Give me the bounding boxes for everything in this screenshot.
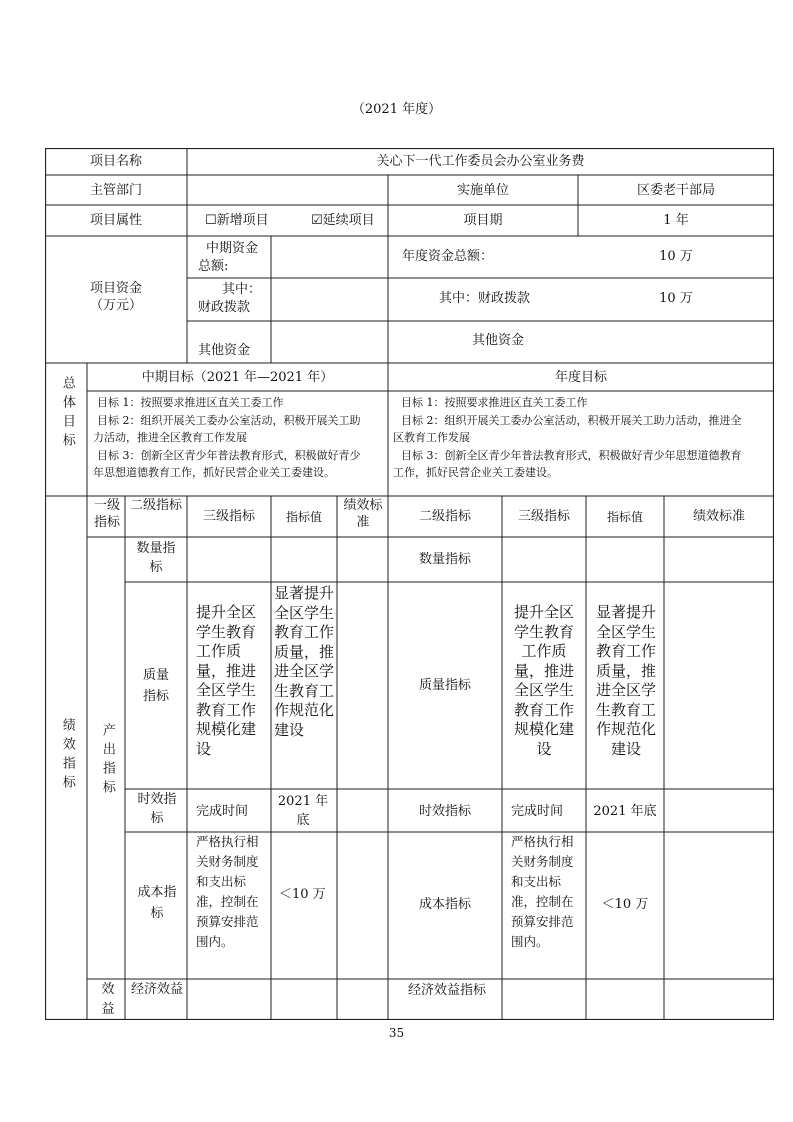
timeliness-indicator-value: 2021 年底: [277, 794, 329, 828]
annual-goals-text: 目标 1：按照要求推进区直关工委工作 目标 2：组织开展关工委办公室活动，积极开展关工助力活动，推进全 区教育工作发展 目标 3：创新全区青少年普法教育形式，积极做好青少年思想道德教育 工作，抓好民营企业关工委建设。: [393, 396, 742, 480]
annual-quality-indicator-value: 显著提升全区学生教育工作质量，推进全区学生教育工作规范化建设: [595, 603, 656, 758]
cost-indicator-label: 成本指标: [137, 885, 177, 921]
level3-header: 三级指标: [202, 509, 255, 524]
annual-timeliness-indicator-label: 时效指标: [418, 804, 471, 819]
annual-fiscal-label: 其中：财政拨款: [439, 291, 531, 306]
annual-cost-indicator-label: 成本指标: [418, 897, 471, 912]
project-funds-label: [45, 281, 187, 315]
quantity-indicator-label: 数量指标: [136, 541, 176, 575]
quality-level3: 提升全区学生教育工作质量，推进全区学生教育工作规模化建设: [196, 603, 257, 758]
performance-standard-header: 绩效标准: [343, 498, 383, 530]
performance-indicators-label: 绩效指标: [59, 718, 75, 794]
annual-quality-indicator-label: 质量指标: [418, 678, 471, 693]
project-name-label: 项目名称: [89, 154, 142, 169]
indicator-value-header: 指标值: [285, 510, 322, 524]
timeliness-indicator-label: 时效指标: [137, 792, 177, 826]
mid-term-total-label: 中期资金 总额:: [198, 241, 259, 275]
annual-cost-indicator-value: ＜10 万: [601, 897, 649, 912]
continued-project-option: [311, 213, 375, 230]
mid-term-goals-header: 中期目标（2021 年—2021 年）: [141, 370, 334, 385]
performance-table: [45, 148, 774, 1020]
project-attribute-label: 项目属性: [89, 213, 142, 228]
department-label: 主管部门: [89, 183, 142, 198]
cost-indicator-value: ＜10 万: [279, 887, 326, 902]
project-name-value: 关心下一代工作委员会办公室业务费: [376, 154, 585, 169]
continued-project-label: 延续项目: [322, 213, 375, 228]
annual-economic-benefit-label: 经济效益指标: [407, 983, 486, 998]
annual-timeliness-indicator-value: 2021 年底: [593, 804, 657, 819]
continued-project-checkbox: ☑: [311, 213, 323, 228]
annual-total-value: 10 万: [659, 249, 693, 264]
annual-level3-header: 三级指标: [517, 509, 570, 524]
economic-benefit-label: 经济效益: [131, 982, 184, 997]
annual-cost-level3: 严格执行相关财务制度和支出标准，控制在预算安排范围内。: [511, 834, 574, 949]
level1-header: 一级指标: [93, 498, 120, 530]
benefit-indicators-label: 效益: [101, 982, 115, 1017]
annual-indicator-value-header: 指标值: [606, 510, 643, 524]
annual-quality-level3: 提升全区学生教育工作质量，推进全区学生教育工作规模化建设: [513, 603, 574, 758]
project-period-label: 项目期: [463, 213, 503, 228]
timeliness-level3: 完成时间: [196, 804, 249, 819]
annual-timeliness-level3: 完成时间: [511, 804, 564, 819]
annual-level2-header: 二级指标: [418, 509, 471, 524]
annual-quantity-indicator-label: 数量指标: [418, 552, 471, 567]
page-number: 35: [388, 1026, 405, 1040]
implementing-unit-value: 区委老干部局: [636, 183, 715, 198]
new-project-checkbox: ☐: [205, 213, 217, 228]
level2-header: 二级指标: [129, 498, 182, 513]
quality-indicator-label: 质量指标: [142, 668, 169, 704]
annual-total-label: 年度资金总额：: [402, 249, 494, 264]
mid-term-fiscal-label: 其中： 财政拨款: [198, 282, 262, 316]
new-project-label: 新增项目: [216, 213, 269, 228]
annual-other-label: 其他资金: [471, 333, 524, 348]
implementing-unit-label: 实施单位: [456, 183, 509, 198]
overall-goals-label: 总体目标: [59, 376, 75, 452]
project-funds-label-line1: 项目资金: [89, 281, 142, 296]
annual-performance-standard-header: 绩效标准: [692, 509, 745, 524]
report-year: （2021 年度）: [351, 102, 442, 117]
mid-term-other-label: 其他资金: [198, 343, 251, 358]
new-project-option: [205, 213, 269, 230]
project-funds-label-line2: （万元）: [89, 297, 142, 313]
annual-fiscal-value: 10 万: [659, 291, 693, 306]
quality-indicator-value: 显著提升全区学生教育工作质量，推进全区学生教育工作规范化建设: [274, 584, 335, 739]
annual-goals-header: 年度目标: [554, 370, 607, 385]
output-indicators-label: 产出指标: [99, 723, 115, 799]
cost-level3: 严格执行相关财务制度和支出标准，控制在预算安排范围内。: [196, 834, 259, 949]
project-period-value: 1 年: [663, 213, 689, 228]
mid-term-goals-text: 目标 1：按照要求推进区直关工委工作 目标 2：组织开展关工委办公室活动，积极开展关工助 力活动，推进全区教育工作发展 目标 3：创新全区青少年普法教育形式，积极做好青少 年思想道德教育工作，抓好民营企业关工委建设。: [93, 396, 361, 480]
